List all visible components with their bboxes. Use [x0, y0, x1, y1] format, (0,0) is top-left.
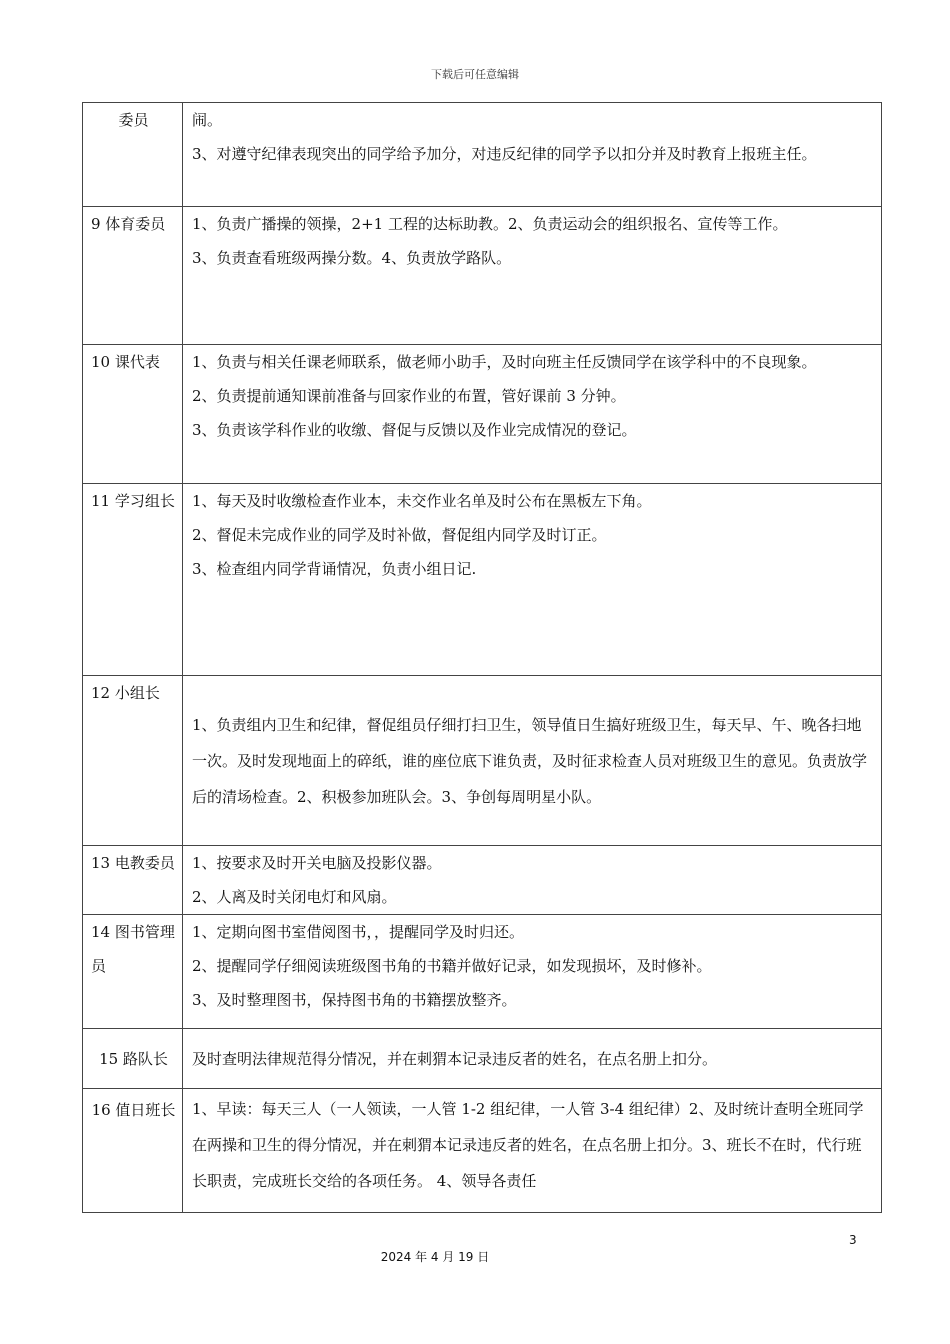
description-line: 闹。	[192, 111, 223, 129]
description-line: 2、负责提前通知课前准备与回家作业的布置，管好课前 3 分钟。	[192, 387, 626, 405]
description-line: 1、早读：每天三人（一人领读，一人管 1-2 组纪律，一人管 3-4 组纪律）2、及时统计查明全班同学在两操和卫生的得分情况，并在刺猬本记录违反者的姓名，在点名册上扣分。3、班长不在时，代行班长职责，完成班长交给的各项任务。 4、领导各责任	[192, 1100, 864, 1190]
table-row	[83, 915, 882, 1029]
description-line: 1、负责组内卫生和纪律，督促组员仔细打扫卫生，领导值日生搞好班级卫生，每天早、午、晚各扫地一次。及时发现地面上的碎纸，谁的座位底下谁负责，及时征求检查人员对班级卫生的意见。负责放学后的清场检查。2、积极参加班队会。3、争创每周明星小队。	[192, 715, 868, 806]
table-row	[83, 484, 882, 676]
role-label: 9 体育委员	[91, 215, 166, 233]
page-date: 2024 年 4 月 19 日	[380, 1250, 490, 1264]
description-line: 2、督促未完成作业的同学及时补做，督促组内同学及时订正。	[192, 526, 607, 544]
description-line: 3、负责该学科作业的收缴、督促与反馈以及作业完成情况的登记。	[192, 421, 637, 439]
description-line: 1、按要求及时开关电脑及投影仪器。	[192, 854, 442, 872]
role-cell	[83, 207, 183, 345]
description-cell	[183, 915, 882, 1029]
description-line: 2、提醒同学仔细阅读班级图书角的书籍并做好记录，如发现损坏，及时修补。	[192, 957, 712, 975]
table-row	[83, 207, 882, 345]
description-cell	[183, 207, 882, 345]
description-line: 1、定期向图书室借阅图书，，提醒同学及时归还。	[192, 923, 525, 941]
role-label: 委员	[118, 111, 149, 129]
table-row	[83, 345, 882, 484]
description-line: 1、负责与相关任课老师联系，做老师小助手，及时向班主任反馈同学在该学科中的不良现象。	[192, 353, 817, 371]
role-label: 12 小组长	[91, 684, 160, 702]
duties-table	[82, 102, 882, 1213]
description-cell	[183, 846, 882, 915]
page-header-note: 下载后可任意编辑	[431, 68, 519, 81]
role-label: 11 学习组长	[91, 492, 175, 510]
table-row	[83, 1089, 882, 1213]
description-cell	[183, 676, 882, 846]
role-cell	[83, 676, 183, 846]
role-cell	[83, 846, 183, 915]
description-cell	[183, 1029, 882, 1089]
description-line: 3、负责查看班级两操分数。4、负责放学路队。	[192, 249, 512, 267]
table-row	[83, 103, 882, 207]
table-row	[83, 1029, 882, 1089]
role-label: 10 课代表	[91, 353, 160, 371]
description-line: 1、每天及时收缴检查作业本，未交作业名单及时公布在黑板左下角。	[192, 492, 652, 510]
role-cell	[83, 484, 183, 676]
table-row	[83, 676, 882, 846]
description-cell	[183, 484, 882, 676]
description-cell	[183, 345, 882, 484]
description-line: 3、检查组内同学背诵情况，负责小组日记.	[192, 560, 477, 578]
role-cell	[83, 345, 183, 484]
role-label: 16 值日班长	[91, 1101, 176, 1119]
description-line: 及时查明法律规范得分情况，并在刺猬本记录违反者的姓名，在点名册上扣分。	[192, 1049, 718, 1068]
role-cell	[83, 103, 183, 207]
description-line: 3、对遵守纪律表现突出的同学给予加分，对违反纪律的同学予以扣分并及时教育上报班主任。	[192, 145, 817, 163]
description-line: 1、负责广播操的领操，2+1 工程的达标助教。2、负责运动会的组织报名、宣传等工作。	[192, 215, 788, 233]
description-line: 2、人离及时关闭电灯和风扇。	[192, 888, 397, 906]
description-cell	[183, 103, 882, 207]
description-line: 3、及时整理图书，保持图书角的书籍摆放整齐。	[192, 991, 517, 1009]
role-label: 14 图书管理员	[91, 923, 175, 975]
table-row	[83, 846, 882, 915]
role-cell	[83, 1089, 183, 1213]
role-cell	[83, 1029, 183, 1089]
role-label: 13 电教委员	[91, 854, 175, 872]
role-label: 15 路队长	[99, 1049, 168, 1068]
role-cell	[83, 915, 183, 1029]
page-number: 3	[849, 1233, 857, 1247]
description-cell	[183, 1089, 882, 1213]
